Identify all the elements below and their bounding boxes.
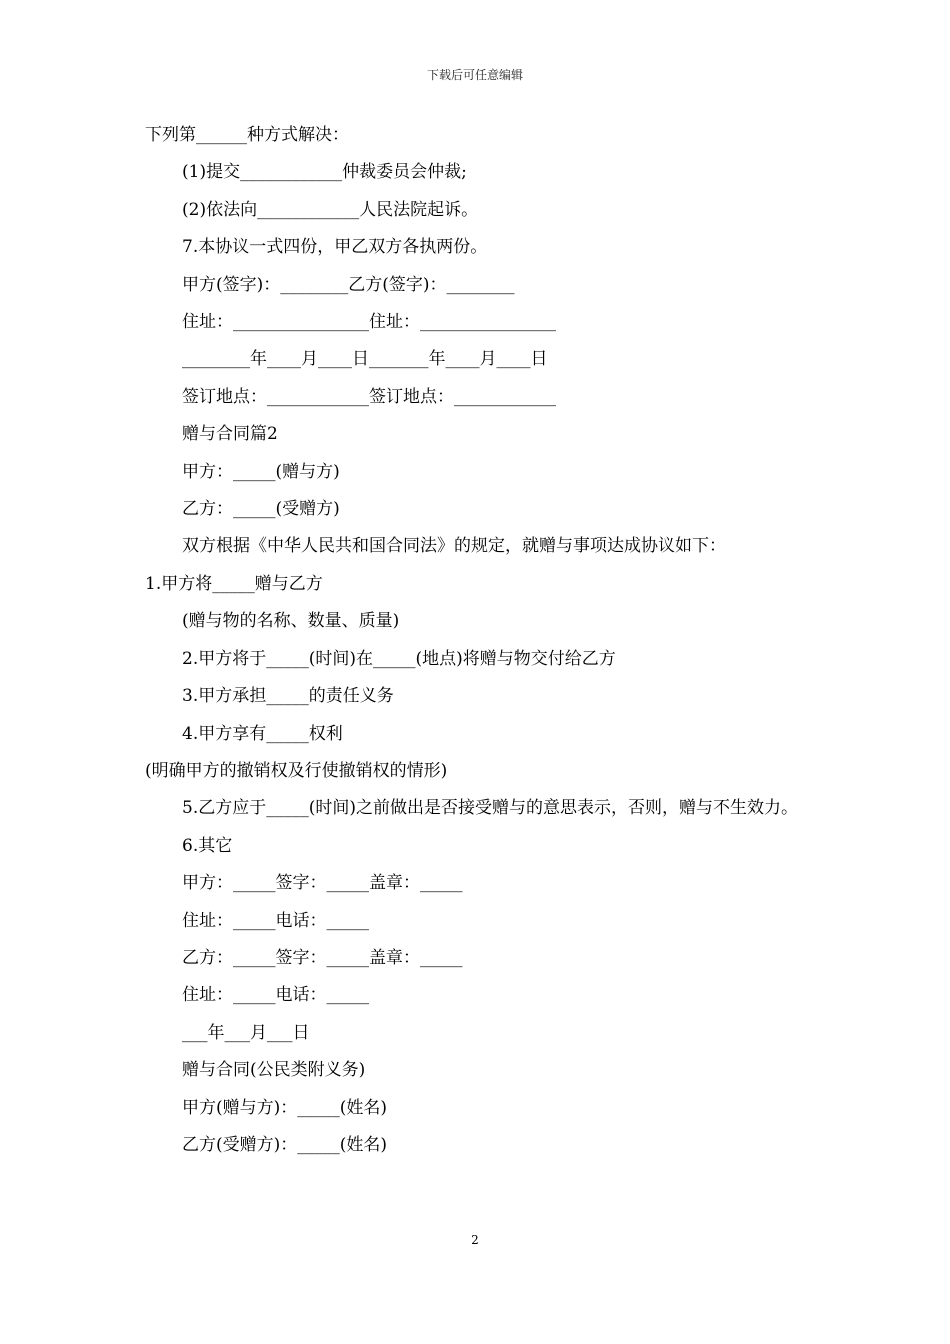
paragraph-line: 住址：________________住址：________________ (182, 312, 556, 333)
paragraph-line: ________年____月____日_______年____月____日 (182, 349, 548, 370)
page-number: 2 (471, 1233, 479, 1247)
paragraph-line: 下列第______种方式解决： (145, 125, 349, 145)
page-header: 下载后可任意编辑 (426, 68, 523, 82)
paragraph-line: 住址：_____电话：_____ (182, 985, 369, 1006)
paragraph-line: 3.甲方承担_____的责任义务 (182, 686, 394, 707)
paragraph-line: 6.其它 (182, 835, 233, 856)
paragraph-line: (2)依法向____________人民法院起诉。 (182, 199, 479, 220)
paragraph-line: 2.甲方将于_____(时间)在_____(地点)将赠与物交付给乙方 (182, 648, 616, 669)
paragraph-line: 甲方：_____(赠与方) (182, 461, 340, 482)
paragraph-line: ___年___月___日 (182, 1022, 310, 1043)
paragraph-line: (1)提交____________仲裁委员会仲裁; (182, 162, 467, 183)
paragraph-line: 乙方：_____(受赠方) (182, 499, 340, 520)
paragraph-line: 甲方：_____签字：_____盖章：_____ (182, 873, 463, 894)
section-title: 赠与合同篇2 (182, 424, 278, 445)
paragraph-line: (明确甲方的撤销权及行使撤销权的情形) (145, 760, 448, 781)
paragraph-line: 甲方(赠与方)：_____(姓名) (182, 1097, 388, 1118)
paragraph-line: 签订地点：____________签订地点：____________ (182, 386, 556, 407)
paragraph-line: 乙方：_____签字：_____盖章：_____ (182, 947, 463, 968)
section-title: 赠与合同(公民类附义务) (182, 1060, 366, 1081)
paragraph-line: 住址：_____电话：_____ (182, 910, 369, 931)
paragraph-line: 1.甲方将_____赠与乙方 (145, 573, 323, 594)
document-body (145, 117, 810, 1164)
paragraph-line: (赠与物的名称、数量、质量) (182, 611, 400, 632)
paragraph-line: 乙方(受赠方)：_____(姓名) (182, 1134, 388, 1155)
paragraph-line: 7.本协议一式四份，甲乙双方各执两份。 (182, 237, 488, 258)
paragraph-wrapped: 5.乙方应于_____(时间)之前做出是否接受赠与的意思表示，否则，赠与不生效力。 (182, 798, 798, 819)
paragraph-line: 甲方(签字)：________乙方(签字)：________ (182, 274, 515, 295)
paragraph-line: 4.甲方享有_____权利 (182, 723, 343, 744)
paragraph-line: 双方根据《中华人民共和国合同法》的规定，就赠与事项达成协议如下： (182, 536, 726, 557)
